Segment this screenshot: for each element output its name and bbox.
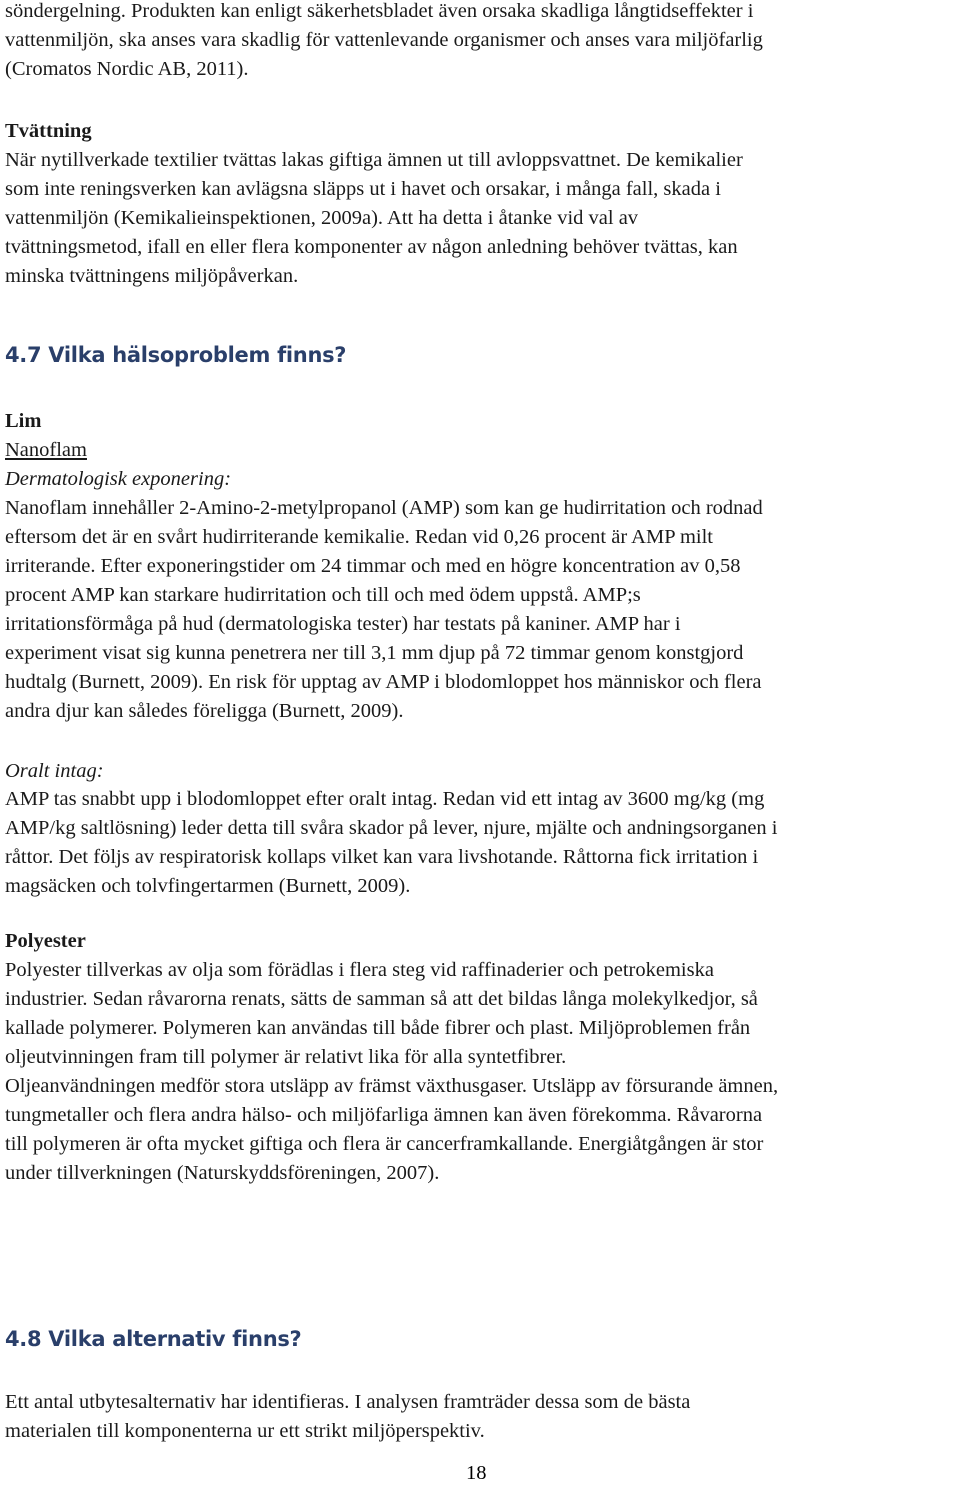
tvattning-line: minska tvättningens miljöpåverkan. xyxy=(5,265,299,287)
dermatologisk-paragraph xyxy=(5,494,957,726)
derm-line: eftersom det är en svårt hudirriterande kemikalie. Redan vid 0,26 procent är AMP milt xyxy=(5,526,713,548)
intro-line: vattenmiljön, ska anses vara skadlig för vattenlevande organismer och anses vara miljöfarlig xyxy=(5,29,763,51)
polyester-line: under tillverkningen (Naturskyddsföreningen, 2007). xyxy=(5,1162,440,1184)
intro-line: söndergelning. Produkten kan enligt säkerhetsbladet även orsaka skadliga långtidseffekter i xyxy=(5,0,754,22)
polyester-line: kallade polymerer. Polymeren kan användas till både fibrer och plast. Miljöproblemen från xyxy=(5,1017,751,1039)
tvattning-line: vattenmiljön (Kemikalieinspektionen, 2009a). Att ha detta i åtanke vid val av xyxy=(5,207,639,229)
intro-line: (Cromatos Nordic AB, 2011). xyxy=(5,58,249,80)
derm-line: Nanoflam innehåller 2-Amino-2-metylpropanol (AMP) som kan ge hudirritation och rodnad xyxy=(5,497,763,519)
tvattning-line: som inte reningsverken kan avlägsna släpps ut i havet och orsakar, i många fall, skada i xyxy=(5,178,721,200)
derm-line: andra djur kan således föreligga (Burnett, 2009). xyxy=(5,700,404,722)
derm-line: irriterande. Efter exponeringstider om 24 timmar och med en högre koncentration av 0,58 xyxy=(5,555,741,577)
derm-line: procent AMP kan starkare hudirritation och till och med ödem uppstå. AMP;s xyxy=(5,584,641,606)
oral-line: AMP/kg saltlösning) leder detta till svåra skador på lever, njure, mjälte och andningsorganen i xyxy=(5,817,778,839)
intro-paragraph xyxy=(5,0,957,84)
oralt-intag-label: Oralt intag: xyxy=(5,760,104,782)
polyester-heading: Polyester xyxy=(5,930,86,952)
nanoflam-subheading: Nanoflam xyxy=(5,439,87,461)
derm-line: hudtalg (Burnett, 2009). En risk för upptag av AMP i blodomloppet hos människor och flera xyxy=(5,671,762,693)
tvattning-paragraph xyxy=(5,146,957,291)
tvattning-line: När nytillverkade textilier tvättas lakas giftiga ämnen ut till avloppsvattnet. De kemikalier xyxy=(5,149,743,171)
polyester-line: till polymeren är ofta mycket giftiga och flera är cancerframkallande. Energiåtgången är stor xyxy=(5,1133,764,1155)
lim-heading: Lim xyxy=(5,410,42,432)
oral-line: råttor. Det följs av respiratorisk kollaps vilket kan vara livshotande. Råttorna fick irritation i xyxy=(5,846,759,868)
section-heading-4-8: 4.8 Vilka alternativ finns? xyxy=(5,1327,302,1351)
polyester-line: tungmetaller och flera andra hälso- och miljöfarliga ämnen kan även förekomma. Råvarorna xyxy=(5,1104,763,1126)
oral-line: AMP tas snabbt upp i blodomloppet efter oralt intag. Redan vid ett intag av 3600 mg/kg (mg xyxy=(5,788,765,810)
polyester-line: Polyester tillverkas av olja som förädlas i flera steg vid raffinaderier och petrokemiska xyxy=(5,959,714,981)
alternativ-line: materialen till komponenterna ur ett strikt miljöperspektiv. xyxy=(5,1420,485,1442)
alternativ-paragraph xyxy=(5,1388,957,1446)
polyester-line: industrier. Sedan råvarorna renats, sätts de samman så att det bildas långa molekylkedjor, så xyxy=(5,988,758,1010)
tvattning-heading: Tvättning xyxy=(5,120,92,142)
derm-line: experiment visat sig kunna penetrera ner till 3,1 mm djup på 72 timmar genom konstgjord xyxy=(5,642,744,664)
alternativ-line: Ett antal utbytesalternativ har identifieras. I analysen framträder dessa som de bästa xyxy=(5,1391,691,1413)
polyester-line: oljeutvinningen fram till polymer är relativt lika för alla syntetfibrer. xyxy=(5,1046,567,1068)
dermatologisk-label: Dermatologisk exponering: xyxy=(5,468,232,490)
polyester-paragraph xyxy=(5,956,957,1188)
oral-line: magsäcken och tolvfingertarmen (Burnett, 2009). xyxy=(5,875,411,897)
page-number: 18 xyxy=(466,1462,487,1484)
tvattning-line: tvättningsmetod, ifall en eller flera komponenter av någon anledning behöver tvättas, kan xyxy=(5,236,738,258)
derm-line: irritationsförmåga på hud (dermatologiska tester) har testats på kaniner. AMP har i xyxy=(5,613,681,635)
oralt-intag-paragraph xyxy=(5,785,957,901)
polyester-line: Oljeanvändningen medför stora utsläpp av främst växthusgaser. Utsläpp av försurande ämnen, xyxy=(5,1075,779,1097)
section-heading-4-7: 4.7 Vilka hälsoproblem finns? xyxy=(5,343,347,367)
